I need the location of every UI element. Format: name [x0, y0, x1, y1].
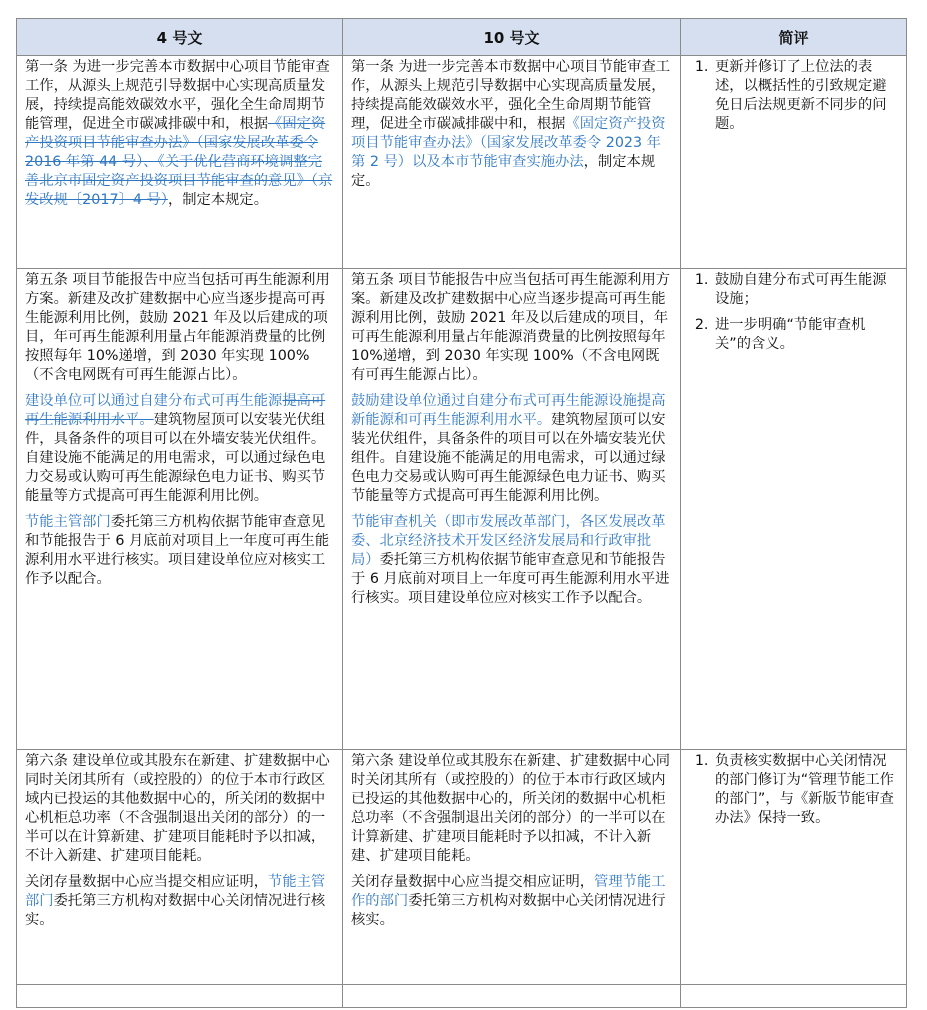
comment-list — [689, 58, 898, 134]
old-text-cell — [17, 56, 343, 269]
clause-paragraph — [351, 58, 672, 191]
clause-text: ，制定本规定。 — [167, 192, 269, 208]
comment-cell — [681, 750, 907, 985]
clause-text: 委托第三方机构对数据中心关闭情况进行核实。 — [351, 893, 666, 928]
clause-text: 第五条 项目节能报告中应当包括可再生能源利用方案。新建及改扩建数据中心应当逐步提高可再生能源利用比例，鼓励 2021 年及以后建成的项目，年可再生能源利用量占年能源消费量的比例按照每年 10%递增，到 2030 年实现 100%（不含电网既有可再生能源占比）。 — [25, 272, 330, 383]
clause-text: 建筑物屋顶可以安装光伏组件，具备条件的项目可以在外墙安装光伏组件。自建设施不能满足的用电需求，可以通过绿色电力交易或认购可再生能源绿色电力证书、购买节能量等方式提高可再生能源利用比例。 — [351, 412, 666, 504]
clause-text: 委托第三方机构依据节能审查意见和节能报告于 6 月底前对项目上一年度可再生能源利用水平进行核实。项目建设单位应对核实工作予以配合。 — [25, 514, 330, 587]
clause-text: 第六条 建设单位或其股东在新建、扩建数据中心同时关闭其所有（或控股的）的位于本市行政区域内已投运的其他数据中心的，所关闭的数据中心机柜总功率（不含强制退出关闭的部分）的一半可以在计算新建、扩建项目能耗时予以扣减，不计入新建、扩建项目能耗。 — [25, 753, 330, 864]
old-text-cell — [17, 269, 343, 750]
new-text-cell — [343, 56, 681, 269]
new-text-cell — [343, 269, 681, 750]
clause-paragraph — [25, 513, 334, 589]
clause-text: 关闭存量数据中心应当提交相应证明， — [25, 874, 269, 890]
comparison-table — [16, 18, 907, 1008]
empty-cell — [17, 985, 343, 1008]
new-text-cell — [343, 750, 681, 985]
comment-item: 1. 负责核实数据中心关闭情况的部门修订为“管理节能工作的部门”，与《新版节能审查办法》保持一致。 — [713, 752, 898, 828]
clause-paragraph — [351, 392, 672, 506]
comment-item: 1. 更新并修订了上位法的表述，以概括性的引致规定避免日后法规更新不同步的问题。 — [713, 58, 898, 134]
table-row-article-1 — [17, 56, 907, 269]
clause-text: 委托第三方机构依据节能审查意见和节能报告于 6 月底前对项目上一年度可再生能源利用水平进行核实。项目建设单位应对核实工作予以配合。 — [351, 552, 670, 606]
inserted-text: 鼓励建设单位通过自建分布式可再生能源设施提高新能源和可再生能源利用水平。 — [351, 393, 666, 428]
header-10-hao-wen: 10 号文 — [343, 19, 681, 56]
inserted-text: 节能主管部门 — [25, 514, 111, 530]
clause-text: ，制定本规定。 — [351, 154, 656, 189]
clause-paragraph — [25, 58, 334, 210]
inserted-text: 管理节能工作的部门 — [351, 874, 666, 909]
empty-cell — [681, 985, 907, 1008]
clause-paragraph — [351, 513, 672, 608]
clause-paragraph — [25, 271, 334, 385]
old-text-cell — [17, 750, 343, 985]
clause-text: 关闭存量数据中心应当提交相应证明， — [351, 874, 595, 890]
comment-cell — [681, 269, 907, 750]
clause-paragraph — [25, 873, 334, 930]
clause-text: 委托第三方机构对数据中心关闭情况进行核实。 — [25, 893, 326, 928]
comment-list — [689, 271, 898, 354]
clause-paragraph — [351, 752, 672, 866]
header-comment: 简评 — [681, 19, 907, 56]
table-row-article-5 — [17, 269, 907, 750]
clause-paragraph — [25, 392, 334, 506]
clause-text: 建筑物屋顶可以安装光伏组件，具备条件的项目可以在外墙安装光伏组件。自建设施不能满足的用电需求，可以通过绿色电力交易或认购可再生能源绿色电力证书、购买节能量等方式提高可再生能源利用比例。 — [25, 412, 326, 504]
table-row-article-6 — [17, 750, 907, 985]
deleted-text: 提高可再生能源利用水平。 — [25, 393, 326, 428]
inserted-text: 节能主管部门 — [25, 874, 326, 909]
comment-item: 1. 鼓励自建分布式可再生能源设施； — [713, 271, 898, 309]
empty-cell — [343, 985, 681, 1008]
comment-cell — [681, 56, 907, 269]
clause-text: 第五条 项目节能报告中应当包括可再生能源利用方案。新建及改扩建数据中心应当逐步提高可再生能源利用比例，鼓励 2021 年及以后建成的项目，年可再生能源利用量占年能源消费量的比例按照每年 10%递增，到 2030 年实现 100%（不含电网既有可再生能源占比）。 — [351, 272, 671, 383]
clause-text: 第一条 为进一步完善本市数据中心项目节能审查工作，从源头上规范引导数据中心实现高质量发展，持续提高能效碳效水平，强化全生命周期节能管理，促进全市碳减排碳中和，根据 — [25, 59, 330, 132]
comment-list — [689, 752, 898, 828]
clause-text: 第六条 建设单位或其股东在新建、扩建数据中心同时关闭其所有（或控股的）的位于本市行政区域内已投运的其他数据中心的，所关闭的数据中心机柜总功率（不含强制退出关闭的部分）的一半可以在计算新建、扩建项目能耗时予以扣减，不计入新建、扩建项目能耗。 — [351, 753, 671, 864]
clause-paragraph — [351, 873, 672, 930]
header-4-hao-wen: 4 号文 — [17, 19, 343, 56]
clause-paragraph — [25, 752, 334, 866]
table-row-continuation — [17, 985, 907, 1008]
header-row — [17, 19, 907, 56]
inserted-text: 节能审查机关（即市发展改革部门，各区发展改革委、北京经济技术开发区经济发展局和行政审批局） — [351, 514, 666, 568]
clause-text: 第一条 为进一步完善本市数据中心项目节能审查工作，从源头上规范引导数据中心实现高质量发展，持续提高能效碳效水平，强化全生命周期节能管理，促进全市碳减排碳中和，根据 — [351, 59, 671, 132]
inserted-text: 《固定资产投资项目节能审查办法》（国家发展改革委令 2023 年第 2 号）以及本市节能审查实施办法 — [351, 116, 666, 170]
inserted-text: 建设单位可以通过自建分布式可再生能源 — [25, 393, 283, 409]
deleted-text: 《固定资产投资项目节能审查办法》（国家发展改革委令 2016 年第 44 号）、《关于优化营商环境调整完善北京市固定资产投资项目节能审查的意见》（京发改规〔2017〕4 号） — [25, 116, 333, 208]
comment-item: 2. 进一步明确“节能审查机关”的含义。 — [713, 316, 898, 354]
clause-paragraph — [351, 271, 672, 385]
